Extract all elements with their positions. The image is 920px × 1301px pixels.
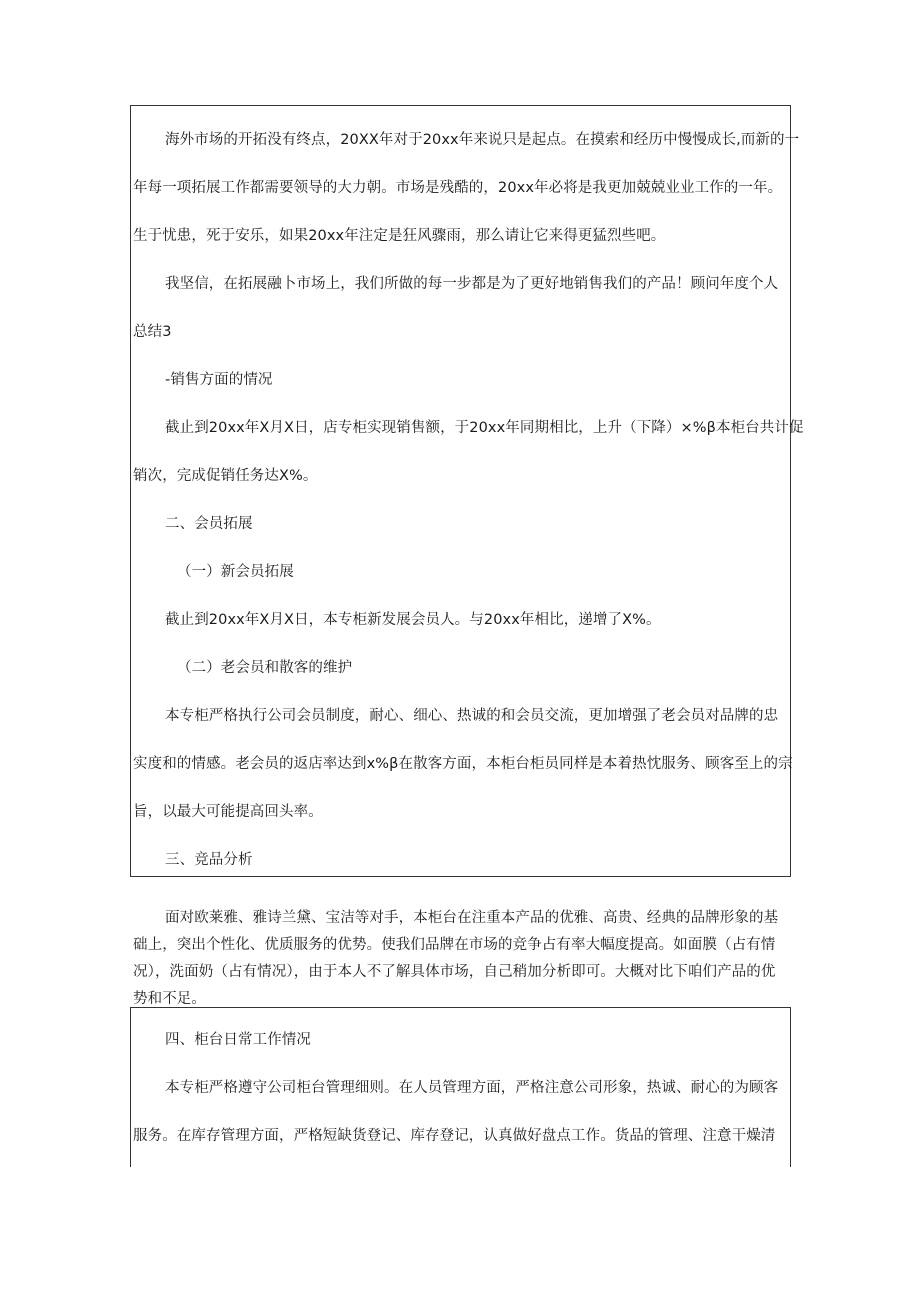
section-heading: 四、柜台日常工作情况 (165, 1032, 311, 1048)
paragraph-line: 截止到20xx年X月X日，店专柜实现销售额，于20xx年同期相比，上升（下降）×%β本柜台共计促 (165, 420, 804, 436)
paragraph-line: 服务。在库存管理方面，严格短缺货登记、库存登记，认真做好盘点工作。货品的管理、注意干燥清 (133, 1128, 776, 1144)
paragraph-line: 本专柜严格执行公司会员制度，耐心、细心、热诚的和会员交流，更加增强了老会员对品牌的忠 (165, 708, 779, 724)
paragraph-line: 销次，完成促销任务达X%。 (133, 468, 318, 484)
paragraph-line: 截止到20xx年X月X日，本专柜新发展会员人。与20xx年相比，递增了X%。 (165, 612, 661, 628)
subsection-heading: （一）新会员拓展 (177, 564, 294, 580)
section-heading: 三、竞品分析 (165, 852, 253, 868)
paragraph-line: 旨，以最大可能提高回头率。 (133, 804, 323, 820)
section-heading: -销售方面的情况 (165, 372, 273, 388)
paragraph-line: 况），洗面奶（占有情况），由于本人不了解具体市场，自己稍加分析即可。大概对比下咱们产品的优 (133, 964, 776, 980)
paragraph-line: 生于忧患，死于安乐，如果20xx年注定是狂风骤雨，那么请让它来得更猛烈些吧。 (133, 228, 666, 244)
paragraph-line: 总结3 (133, 324, 172, 340)
section-heading: 二、会员拓展 (165, 516, 253, 532)
paragraph-line: 础上，突出个性化、优质服务的优势。使我们品牌在市场的竞争占有率大幅度提高。如面膜（占有情 (133, 937, 776, 953)
paragraph-line: 实度和的情感。老会员的返店率达到x%β在散客方面，本柜台柜员同样是本着热忱服务、顾客至上的宗 (133, 756, 793, 772)
paragraph-line: 势和不足。 (133, 991, 206, 1007)
paragraph-line: 我坚信，在拓展融卜市场上，我们所做的每一步都是为了更好地销售我们的产品！顾问年度个人 (165, 276, 779, 292)
paragraph-line: 面对欧莱雅、雅诗兰黛、宝洁等对手，本柜台在注重本产品的优雅、高贵、经典的品牌形象的基 (165, 910, 779, 926)
paragraph-line: 年每一项拓展工作都需要领导的大力朝。市场是残酷的，20xx年必将是我更加兢兢业业工作的一年。 (133, 180, 783, 196)
paragraph-line: 海外市场的开拓没有终点，20XX年对于20xx年来说只是起点。在摸索和经历中慢慢成长,而新的一 (165, 132, 800, 148)
subsection-heading: （二）老会员和散客的维护 (177, 660, 353, 676)
paragraph-line: 本专柜严格遵守公司柜台管理细则。在人员管理方面，严格注意公司形象，热诚、耐心的为顾客 (165, 1080, 779, 1096)
